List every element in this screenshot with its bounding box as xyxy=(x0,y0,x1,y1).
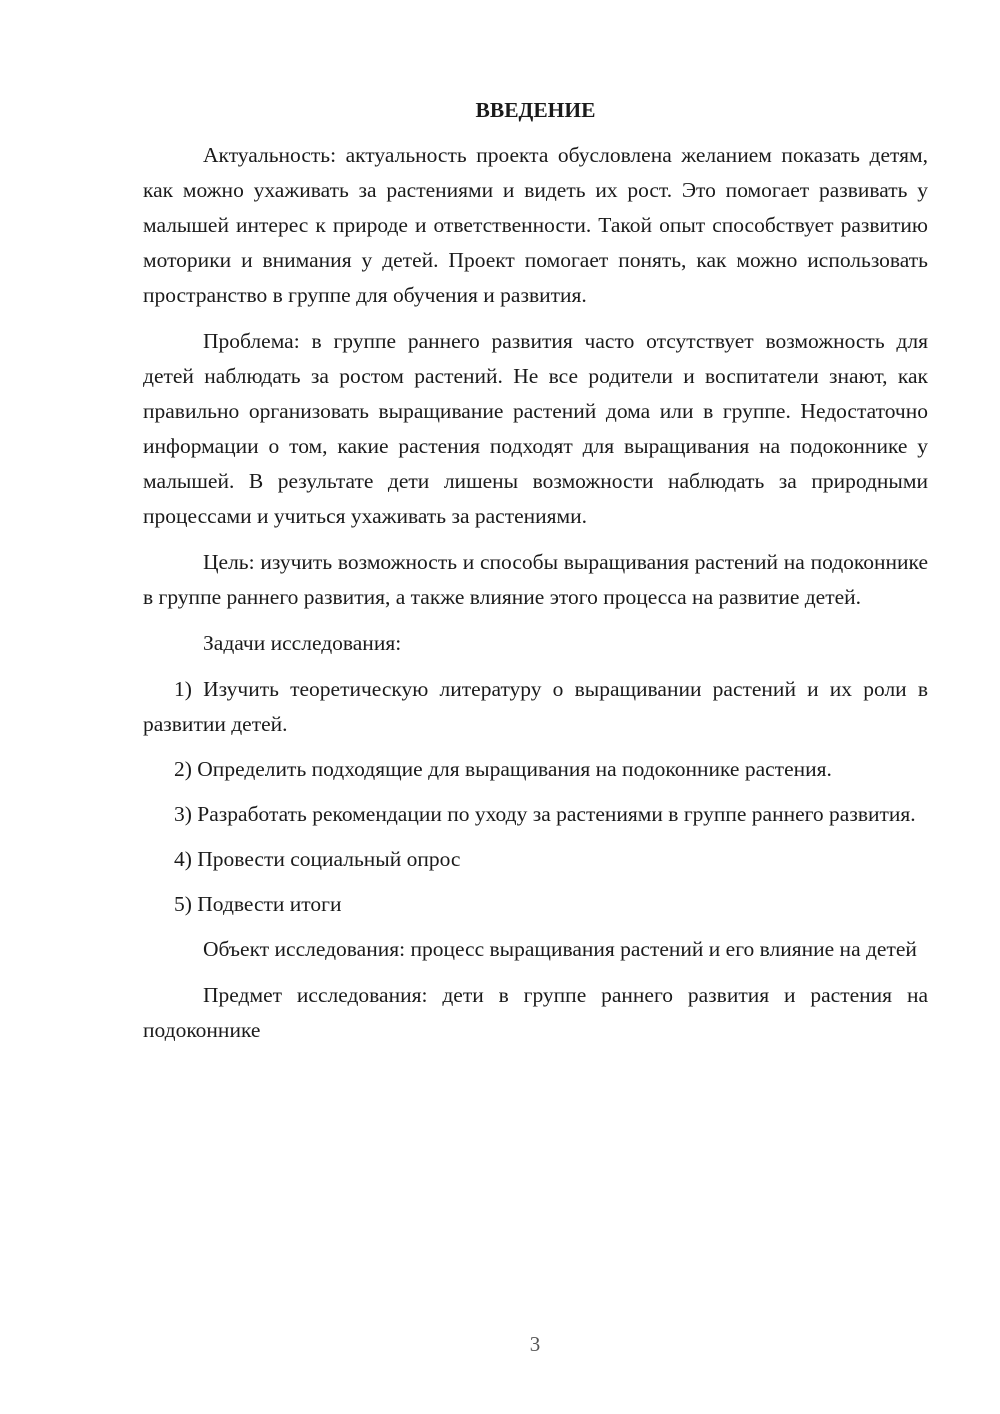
document-page xyxy=(143,92,928,1059)
section-title: ВВЕДЕНИЕ xyxy=(475,98,596,122)
paragraph-relevance: Актуальность: актуальность проекта обусловлена желанием показать детям, как можно ухаживать за растениями и видеть их рост. Это помогает развивать у малышей интерес к природе и ответственности. Такой опыт способствует развитию моторики и внимания у детей. Проект помогает понять, как можно использовать пространство в группе для обучения и развития. xyxy=(143,143,928,307)
paragraph-goal: Цель: изучить возможность и способы выращивания растений на подоконнике в группе раннего развития, а также влияние этого процесса на развитие детей. xyxy=(143,550,928,609)
task-item-1: 1) Изучить теоретическую литературу о выращивании растений и их роли в развитии детей. xyxy=(143,677,928,736)
task-item-2: 2) Определить подходящие для выращивания на подоконнике растения. xyxy=(174,757,832,781)
paragraph-object: Объект исследования: процесс выращивания растений и его влияние на детей xyxy=(203,937,917,961)
paragraph-tasks-heading: Задачи исследования: xyxy=(203,631,402,655)
page-number: 3 xyxy=(529,1332,541,1356)
paragraph-subject: Предмет исследования: дети в группе раннего развития и растения на подоконнике xyxy=(143,983,928,1042)
task-item-4: 4) Провести социальный опрос xyxy=(174,847,461,871)
task-item-5: 5) Подвести итоги xyxy=(174,892,342,916)
task-item-3: 3) Разработать рекомендации по уходу за растениями в группе раннего развития. xyxy=(174,802,916,826)
paragraph-problem: Проблема: в группе раннего развития часто отсутствует возможность для детей наблюдать за ростом растений. Не все родители и воспитатели знают, как правильно организовать выращивание растений дома или в группе. Недостаточно информации о том, какие растения подходят для выращивания на подоконнике у малышей. В результате дети лишены возможности наблюдать за природными процессами и учиться ухаживать за растениями. xyxy=(143,329,928,528)
